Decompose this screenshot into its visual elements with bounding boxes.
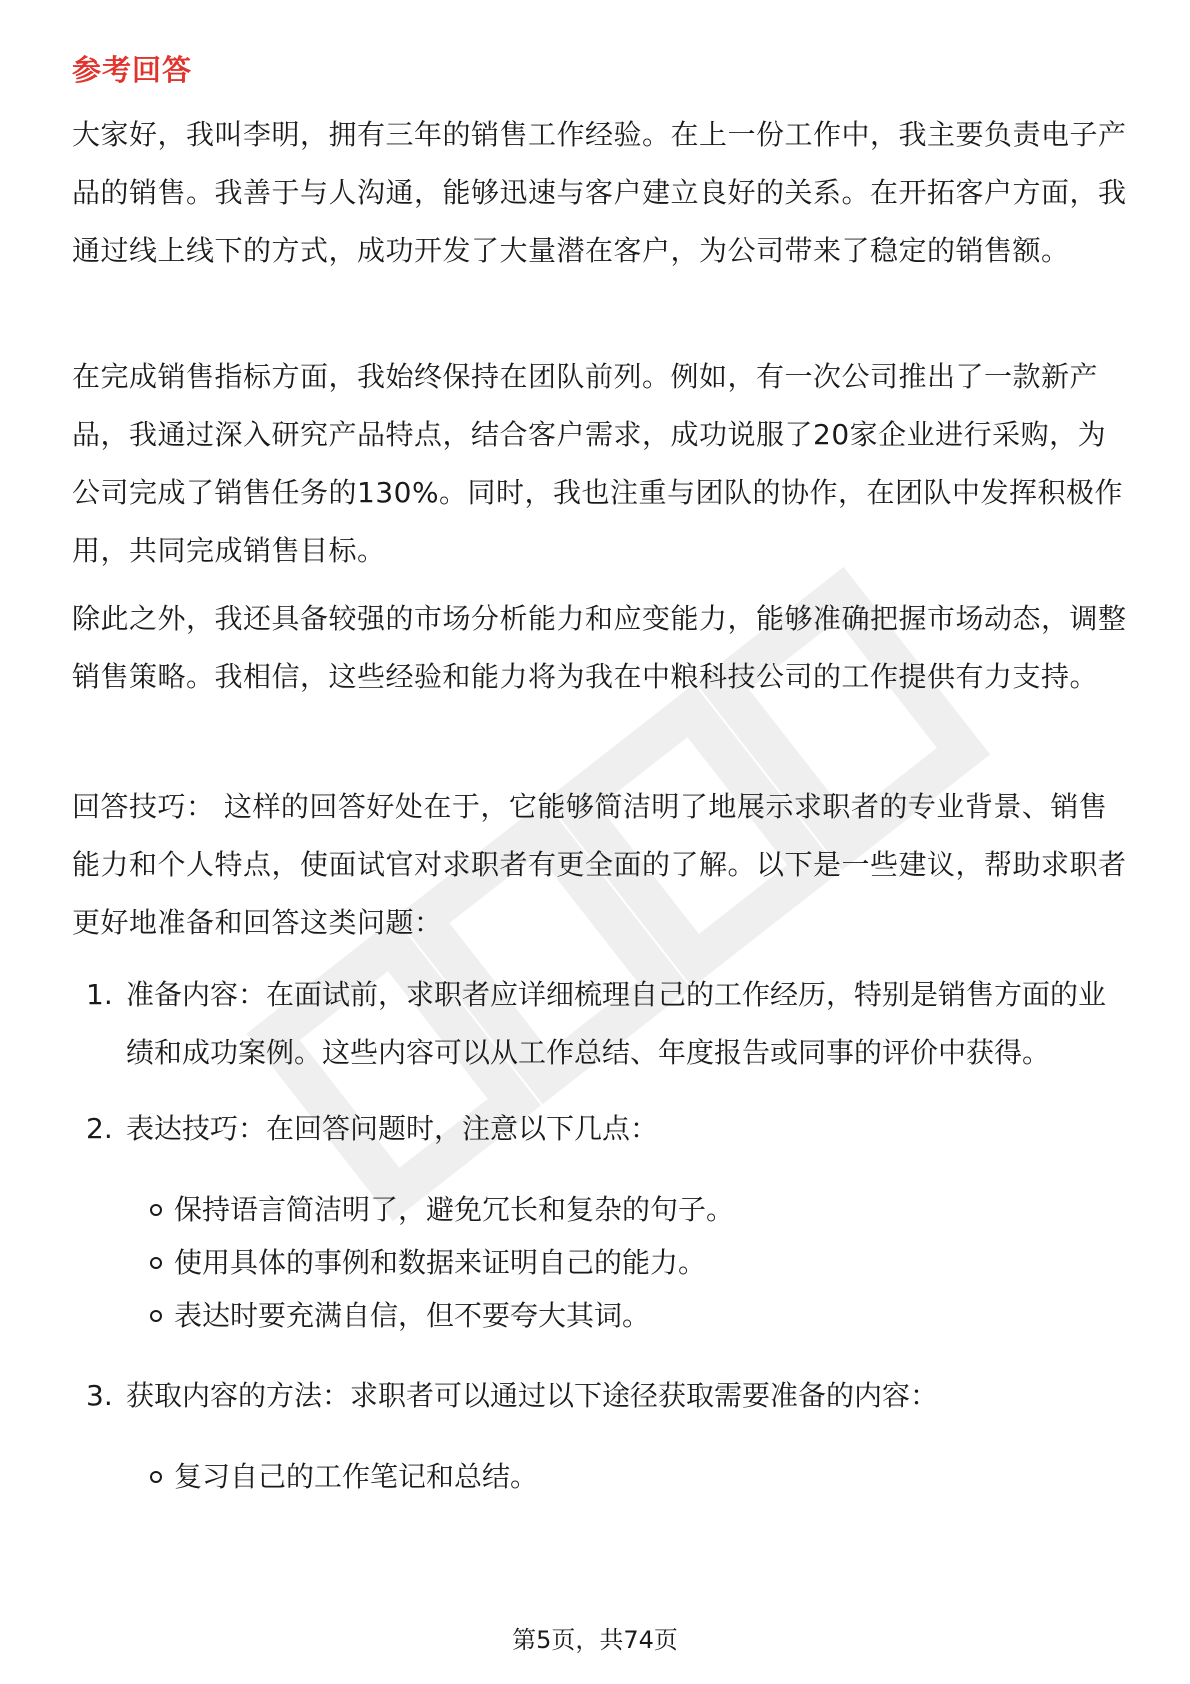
sub-bullet-text: 保持语言简洁明了，避免冗长和复杂的句子。: [174, 1193, 735, 1226]
tips-paragraph: 回答技巧： 这样的回答好处在于，它能够简洁明了地展示求职者的专业背景、销售能力和个人特点，使面试官对求职者有更全面的了解。以下是一些建议，帮助求职者更好地准备和回答这类问题：: [72, 790, 1127, 939]
list-text: 获取内容的方法：求职者可以通过以下途径获取需要准备的内容：: [126, 1379, 939, 1412]
list-item: [86, 1367, 1126, 1425]
bullet-circle-icon: [150, 1471, 162, 1483]
sub-bullet-item: [150, 1243, 1110, 1283]
sub-bullet-text: 表达时要充满自信，但不要夸大其词。: [174, 1299, 651, 1332]
list-item: [86, 1100, 1126, 1158]
section-heading: 参考回答: [72, 53, 193, 87]
answer-paragraph-3: 除此之外，我还具备较强的市场分析能力和应变能力，能够准确把握市场动态，调整销售策略。我相信，这些经验和能力将为我在中粮科技公司的工作提供有力支持。: [72, 602, 1127, 693]
list-item: [86, 966, 1126, 1082]
sub-bullet-text: 复习自己的工作笔记和总结。: [174, 1460, 539, 1493]
bullet-circle-icon: [150, 1204, 162, 1216]
bullet-circle-icon: [150, 1257, 162, 1269]
sub-bullet-item: [150, 1457, 1110, 1497]
list-number: 2.: [86, 1112, 113, 1145]
list-text: 表达技巧：在回答问题时，注意以下几点：: [126, 1112, 659, 1145]
sub-bullet-item: [150, 1190, 1110, 1230]
sub-bullet-item: [150, 1296, 1110, 1336]
sub-bullet-text: 使用具体的事例和数据来证明自己的能力。: [174, 1246, 707, 1279]
list-text: 准备内容：在面试前，求职者应详细梳理自己的工作经历，特别是销售方面的业绩和成功案例。这些内容可以从工作总结、年度报告或同事的评价中获得。: [126, 978, 1107, 1069]
bullet-circle-icon: [150, 1310, 162, 1322]
answer-paragraph-2: 在完成销售指标方面，我始终保持在团队前列。例如，有一次公司推出了一款新产品，我通过深入研究产品特点，结合客户需求，成功说服了20家企业进行采购，为公司完成了销售任务的130%。同时，我也注重与团队的协作，在团队中发挥积极作用，共同完成销售目标。: [72, 360, 1124, 567]
page-number-footer: 第5页，共74页: [512, 1626, 678, 1654]
answer-paragraph-1: 大家好，我叫李明，拥有三年的销售工作经验。在上一份工作中，我主要负责电子产品的销售。我善于与人沟通，能够迅速与客户建立良好的关系。在开拓客户方面，我通过线上线下的方式，成功开发了大量潜在客户，为公司带来了稳定的销售额。: [72, 118, 1127, 267]
list-number: 1.: [86, 978, 113, 1011]
list-number: 3.: [86, 1379, 113, 1412]
